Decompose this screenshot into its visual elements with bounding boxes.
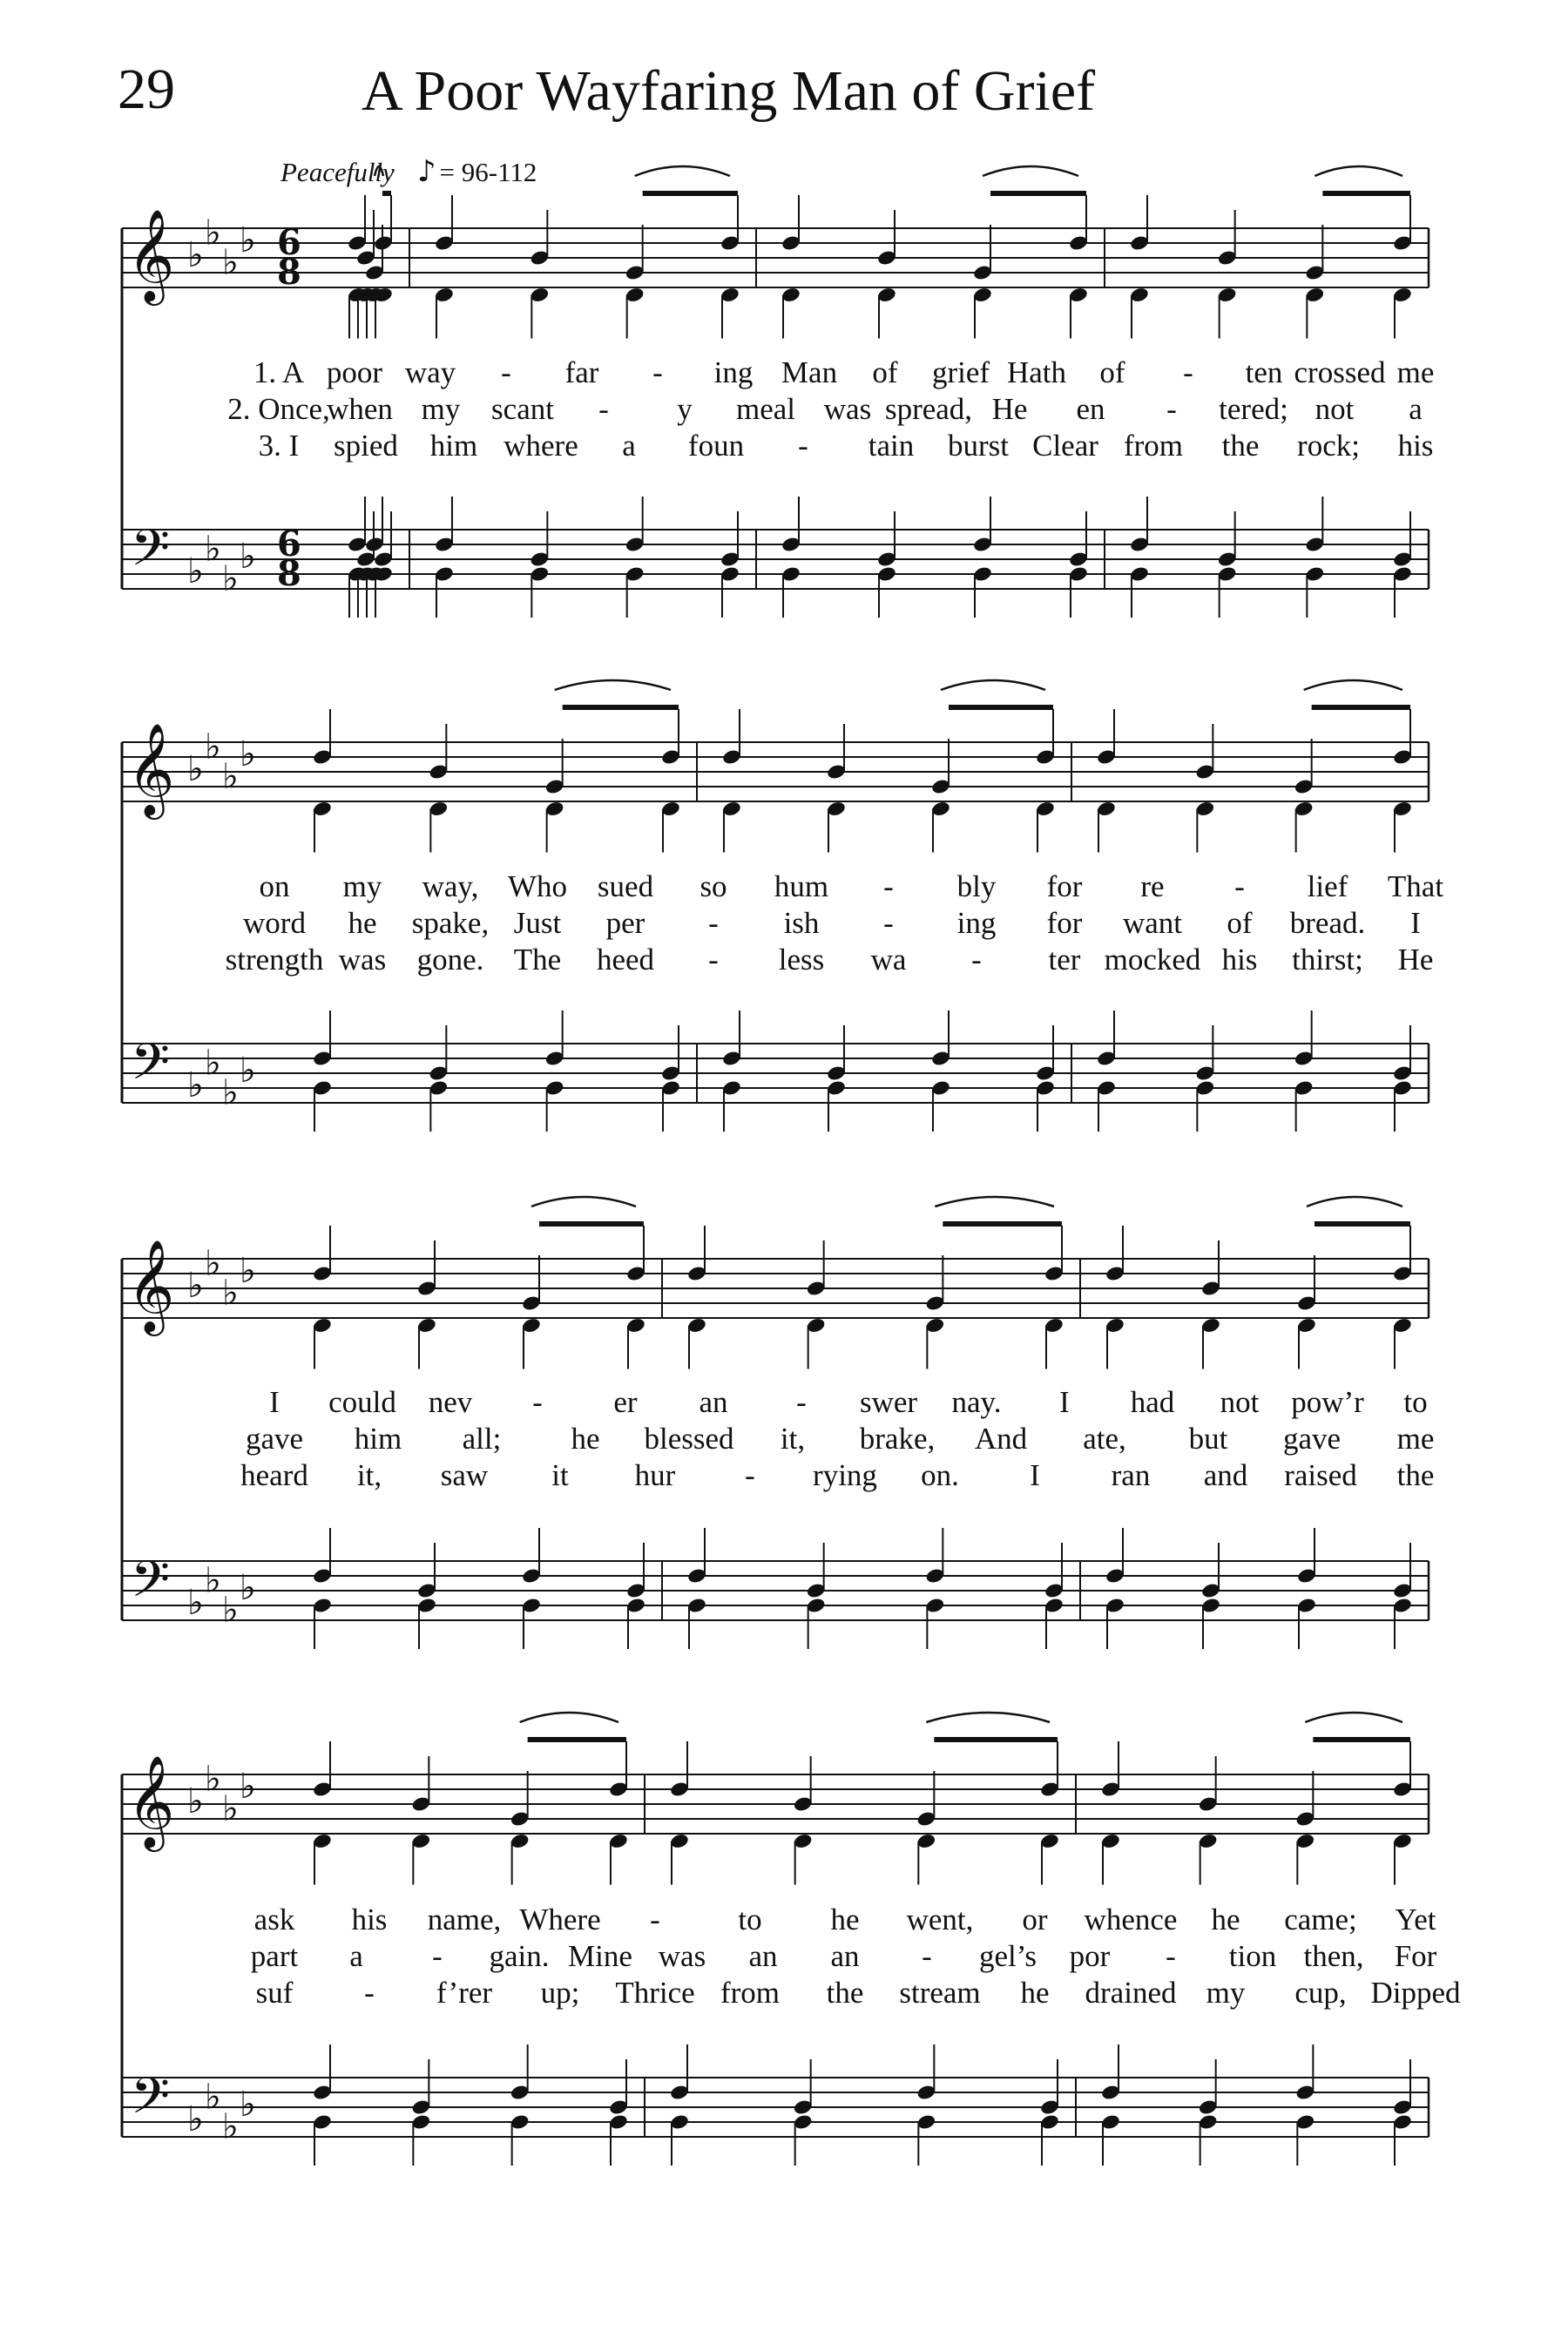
lyric-syllable: f’rer	[436, 1976, 493, 2010]
lyric-syllable: not	[1220, 1385, 1260, 1419]
lyric-syllable: it,	[356, 1458, 382, 1492]
lyric-syllable: Who	[507, 869, 568, 903]
lyric-syllable: y	[677, 392, 693, 426]
lyric-syllable: cup,	[1294, 1976, 1347, 2010]
syllable-hyphen: -	[650, 1903, 660, 1936]
bass-clef-icon: 𝄢	[131, 518, 171, 590]
lyric-syllable: was	[658, 1939, 706, 1973]
flat-icon: ♭	[222, 1072, 239, 1113]
lyric-syllable: Mine	[568, 1939, 632, 1973]
hymn-number: 29	[118, 57, 175, 121]
syllable-hyphen: -	[883, 869, 894, 903]
lyrics-line-verse-3	[0, 429, 1568, 467]
slur	[555, 680, 671, 690]
lyric-syllable: an	[830, 1939, 860, 1973]
syllable-hyphen: -	[532, 1385, 543, 1419]
lyric-syllable: not	[1315, 392, 1355, 426]
lyric-syllable: raised	[1284, 1458, 1357, 1492]
lyric-syllable: want	[1122, 906, 1183, 940]
lyric-syllable: where	[504, 429, 578, 463]
lyric-syllable: 3. I	[258, 429, 300, 463]
lyric-syllable: his	[1221, 943, 1258, 977]
syllable-hyphen: -	[708, 906, 719, 940]
lyric-syllable: went,	[906, 1903, 974, 1936]
lyric-syllable: Yet	[1395, 1903, 1436, 1936]
lyrics-line-verse-2	[0, 906, 1568, 944]
lyric-syllable: Hath	[1006, 355, 1067, 389]
slur	[531, 1197, 636, 1206]
lyrics-line-verse-2	[0, 392, 1568, 430]
lyric-syllable: of	[1227, 906, 1253, 940]
bass-clef-icon: 𝄢	[131, 1032, 171, 1104]
flat-icon: ♭	[222, 1273, 239, 1314]
treble-clef-icon: 𝄞	[127, 722, 175, 815]
lyric-syllable: an	[699, 1385, 728, 1419]
treble-clef-icon: 𝄞	[127, 1239, 175, 1332]
lyrics-line-verse-3	[0, 1976, 1568, 2014]
lyric-syllable: spread,	[884, 392, 973, 426]
slur	[375, 166, 383, 176]
lyric-syllable: me	[1396, 355, 1435, 389]
lyric-syllable: strength	[225, 943, 324, 977]
syllable-hyphen: -	[883, 906, 894, 940]
lyric-syllable: for	[1046, 906, 1083, 940]
lyric-syllable: on.	[921, 1458, 959, 1492]
flat-icon: ♭	[187, 749, 204, 789]
lyric-syllable: but	[1188, 1422, 1228, 1456]
syllable-hyphen: -	[708, 943, 719, 977]
lyric-syllable: spake,	[411, 906, 490, 940]
syllable-hyphen: -	[364, 1976, 375, 2010]
flat-icon: ♭	[205, 727, 221, 767]
lyric-syllable: Clear	[1032, 429, 1098, 463]
lyric-syllable: Where	[519, 1903, 601, 1936]
flat-icon: ♭	[205, 529, 221, 570]
flat-icon: ♭	[240, 1251, 256, 1291]
lyrics-line-verse-1	[0, 1385, 1568, 1423]
lyric-syllable: of	[1099, 355, 1125, 389]
lyric-syllable: my	[421, 392, 461, 426]
lyric-syllable: he	[830, 1903, 860, 1936]
lyric-syllable: gave	[245, 1422, 304, 1456]
flat-icon: ♭	[222, 756, 239, 797]
flat-icon: ♭	[240, 220, 256, 260]
slur	[635, 166, 730, 176]
lyric-syllable: bly	[956, 869, 997, 903]
lyric-syllable: to	[1403, 1385, 1428, 1419]
lyrics-line-verse-2	[0, 1939, 1568, 1977]
lyric-syllable: up;	[540, 1976, 580, 2010]
tempo-value: = 96-112	[439, 157, 537, 187]
lyric-syllable: He	[991, 392, 1028, 426]
flat-icon: ♭	[187, 1583, 204, 1623]
lyric-syllable: whence	[1084, 1903, 1178, 1936]
treble-clef-icon: 𝄞	[127, 208, 175, 301]
lyric-syllable: pow’r	[1291, 1385, 1364, 1419]
lyric-syllable: rock;	[1297, 429, 1360, 463]
lyric-syllable: way	[404, 355, 456, 389]
lyric-syllable: to	[738, 1903, 762, 1936]
lyric-syllable: he	[348, 906, 377, 940]
flat-icon: ♭	[240, 1051, 256, 1091]
lyrics-line-verse-1	[0, 869, 1568, 908]
lyric-syllable: ran	[1111, 1458, 1151, 1492]
lyric-syllable: mocked	[1104, 943, 1201, 977]
lyric-syllable: gain.	[489, 1939, 550, 1973]
lyrics-line-verse-1	[0, 355, 1568, 394]
syllable-hyphen: -	[922, 1939, 932, 1973]
lyric-syllable: thirst;	[1292, 943, 1363, 977]
syllable-hyphen: -	[971, 943, 982, 977]
slur	[1307, 1197, 1402, 1206]
lyric-syllable: part	[250, 1939, 299, 1973]
flat-icon: ♭	[222, 2106, 239, 2147]
syllable-hyphen: -	[796, 1385, 807, 1419]
lyric-syllable: I	[1059, 1385, 1070, 1419]
lyric-syllable: heard	[240, 1458, 308, 1492]
lyric-syllable: I	[269, 1385, 280, 1419]
lyric-syllable: grief	[931, 355, 990, 389]
lyrics-line-verse-1	[0, 1903, 1568, 1941]
lyric-syllable: hum	[774, 869, 829, 903]
flat-icon: ♭	[187, 235, 204, 275]
lyric-syllable: was	[338, 943, 387, 977]
time-signature-digit: 8	[277, 553, 301, 594]
flat-icon: ♭	[187, 1781, 204, 1821]
lyric-syllable: my	[1206, 1976, 1246, 2010]
eighth-note-icon: ♪	[416, 154, 436, 189]
time-signature-digit: 6	[277, 222, 301, 263]
lyric-syllable: scant	[491, 392, 554, 426]
lyric-syllable: meal	[735, 392, 796, 426]
lyric-syllable: I	[1030, 1458, 1040, 1492]
lyric-syllable: Dipped	[1370, 1976, 1461, 2010]
lyric-syllable: hur	[634, 1458, 676, 1492]
lyric-syllable: blessed	[644, 1422, 734, 1456]
flat-icon: ♭	[222, 242, 239, 283]
bass-clef-icon: 𝄢	[131, 2066, 171, 2138]
flat-icon: ♭	[240, 1568, 256, 1608]
lyric-syllable: Man	[781, 355, 838, 389]
lyric-syllable: 1. A	[253, 355, 305, 389]
slur	[941, 680, 1045, 690]
lyric-syllable: gel’s	[978, 1939, 1037, 1973]
syllable-hyphen: -	[798, 429, 808, 463]
treble-clef-icon: 𝄞	[127, 1754, 175, 1848]
lyric-syllable: ing	[956, 906, 997, 940]
lyric-syllable: word	[243, 906, 306, 940]
lyric-syllable: so	[700, 869, 727, 903]
lyric-syllable: gave	[1282, 1422, 1342, 1456]
lyric-syllable: his	[1397, 429, 1434, 463]
lyric-syllable: gone.	[416, 943, 484, 977]
lyric-syllable: bread.	[1289, 906, 1366, 940]
bass-clef-icon: 𝄢	[131, 1550, 171, 1621]
lyric-syllable: drained	[1085, 1976, 1177, 2010]
syllable-hyphen: -	[1166, 1939, 1176, 1973]
lyric-syllable: name,	[427, 1903, 502, 1936]
flat-icon: ♭	[222, 1788, 239, 1829]
lyrics-line-verse-3	[0, 943, 1568, 981]
lyric-syllable: far	[564, 355, 599, 389]
lyric-syllable: him	[354, 1422, 402, 1456]
slur	[935, 1197, 1054, 1206]
lyric-syllable: way,	[422, 869, 479, 903]
lyric-syllable: For	[1394, 1939, 1437, 1973]
lyric-syllable: a	[1409, 392, 1423, 426]
lyric-syllable: less	[778, 943, 825, 977]
lyric-syllable: Thrice	[615, 1976, 695, 2010]
lyric-syllable: stream	[899, 1976, 981, 2010]
lyric-syllable: rying	[813, 1458, 877, 1492]
flat-icon: ♭	[240, 734, 256, 774]
lyric-syllable: he	[1020, 1976, 1050, 2010]
lyric-syllable: he	[571, 1422, 600, 1456]
flat-icon: ♭	[222, 1590, 239, 1631]
lyric-syllable: my	[342, 869, 382, 903]
syllable-hyphen: -	[598, 392, 609, 426]
lyric-syllable: it	[551, 1458, 569, 1492]
lyric-syllable: or	[1022, 1903, 1048, 1936]
lyric-syllable: him	[429, 429, 478, 463]
flat-icon: ♭	[240, 2085, 256, 2125]
lyric-syllable: ing	[713, 355, 754, 389]
lyrics-line-verse-3	[0, 1458, 1568, 1497]
lyric-syllable: tion	[1228, 1939, 1277, 1973]
lyric-syllable: all;	[462, 1422, 502, 1456]
syllable-hyphen: -	[432, 1939, 443, 1973]
lyric-syllable: er	[613, 1385, 638, 1419]
slur	[1305, 1713, 1402, 1722]
lyric-syllable: por	[1069, 1939, 1111, 1973]
slur	[1315, 166, 1402, 176]
flat-icon: ♭	[240, 1767, 256, 1807]
lyric-syllable: the	[1396, 1458, 1435, 1492]
lyric-syllable: saw	[440, 1458, 489, 1492]
lyric-syllable: when	[327, 392, 393, 426]
lyric-syllable: burst	[948, 429, 1009, 463]
time-signature-digit: 6	[277, 524, 301, 564]
lyric-syllable: came;	[1284, 1903, 1357, 1936]
lyric-syllable: He	[1397, 943, 1434, 977]
lyric-syllable: on	[259, 869, 290, 903]
flat-icon: ♭	[187, 1266, 204, 1306]
lyric-syllable: I	[1410, 906, 1421, 940]
lyric-syllable: ask	[253, 1903, 295, 1936]
flat-icon: ♭	[205, 2077, 221, 2118]
lyric-syllable: ter	[1048, 943, 1081, 977]
lyric-syllable: for	[1046, 869, 1083, 903]
lyric-syllable: crossed	[1294, 355, 1386, 389]
flat-icon: ♭	[205, 1043, 221, 1084]
slur	[1304, 680, 1402, 690]
lyric-syllable: swer	[859, 1385, 918, 1419]
lyric-syllable: wa	[870, 943, 907, 977]
lyric-syllable: from	[720, 1976, 781, 2010]
lyric-syllable: re	[1140, 869, 1165, 903]
lyric-syllable: his	[351, 1903, 388, 1936]
lyrics-line-verse-2	[0, 1422, 1568, 1460]
time-signature-digit: 8	[277, 252, 301, 293]
lyric-syllable: heed	[596, 943, 655, 977]
lyric-syllable: then,	[1303, 1939, 1364, 1973]
hymn-title: A Poor Wayfaring Man of Grief	[362, 59, 1096, 123]
flat-icon: ♭	[187, 2099, 204, 2139]
flat-icon: ♭	[205, 213, 221, 253]
lyric-syllable: tered;	[1219, 392, 1288, 426]
lyric-syllable: had	[1130, 1385, 1175, 1419]
flat-icon: ♭	[222, 558, 239, 599]
lyric-syllable: he	[1211, 1903, 1240, 1936]
lyric-syllable: from	[1123, 429, 1184, 463]
lyric-syllable: suf	[255, 1976, 294, 2010]
syllable-hyphen: -	[652, 355, 663, 389]
lyric-syllable: 2. Once,	[227, 392, 330, 426]
lyric-syllable: an	[748, 1939, 778, 1973]
lyric-syllable: a	[349, 1939, 363, 1973]
lyric-syllable: And	[974, 1422, 1028, 1456]
lyric-syllable: per	[605, 906, 645, 940]
lyric-syllable: could	[328, 1385, 396, 1419]
lyric-syllable: brake,	[859, 1422, 936, 1456]
lyric-syllable: of	[872, 355, 898, 389]
lyric-syllable: the	[1221, 429, 1260, 463]
flat-icon: ♭	[205, 1759, 221, 1800]
lyric-syllable: ten	[1245, 355, 1283, 389]
slur	[926, 1713, 1050, 1722]
lyric-syllable: a	[622, 429, 636, 463]
syllable-hyphen: -	[1183, 355, 1193, 389]
syllable-hyphen: -	[1234, 869, 1245, 903]
lyric-syllable: nev	[428, 1385, 473, 1419]
lyric-syllable: foun	[687, 429, 745, 463]
syllable-hyphen: -	[745, 1458, 755, 1492]
lyric-syllable: ish	[783, 906, 820, 940]
lyric-syllable: the	[826, 1976, 864, 2010]
lyric-syllable: lief	[1307, 869, 1348, 903]
lyric-syllable: tain	[868, 429, 915, 463]
lyric-syllable: Just	[513, 906, 562, 940]
flat-icon: ♭	[205, 1560, 221, 1601]
slur	[983, 166, 1078, 176]
lyric-syllable: was	[823, 392, 872, 426]
slur	[520, 1713, 618, 1722]
flat-icon: ♭	[240, 537, 256, 577]
syllable-hyphen: -	[1166, 392, 1177, 426]
lyric-syllable: The	[513, 943, 562, 977]
lyric-syllable: That	[1387, 869, 1444, 903]
lyric-syllable: and	[1203, 1458, 1248, 1492]
flat-icon: ♭	[187, 1065, 204, 1105]
flat-icon: ♭	[187, 551, 204, 591]
syllable-hyphen: -	[501, 355, 511, 389]
lyric-syllable: it,	[780, 1422, 806, 1456]
lyric-syllable: ate,	[1083, 1422, 1126, 1456]
lyric-syllable: sued	[597, 869, 654, 903]
lyric-syllable: nay.	[951, 1385, 1002, 1419]
lyric-syllable: en	[1076, 392, 1105, 426]
lyric-syllable: spied	[334, 429, 398, 463]
flat-icon: ♭	[205, 1243, 221, 1284]
tempo-word: Peacefully	[280, 157, 395, 187]
lyric-syllable: me	[1396, 1422, 1435, 1456]
lyric-syllable: poor	[326, 355, 383, 389]
